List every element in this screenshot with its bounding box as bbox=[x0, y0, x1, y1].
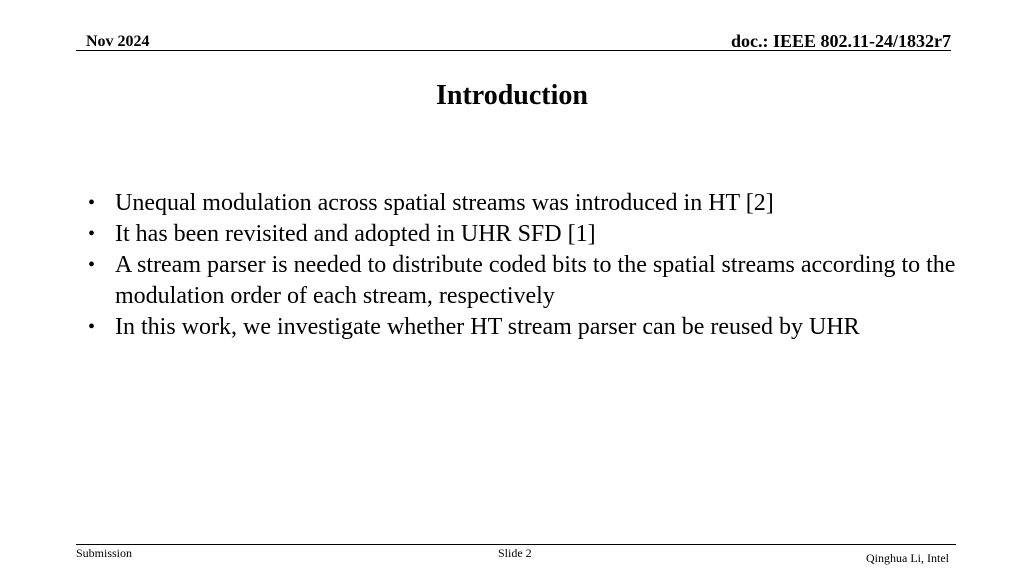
bullet-text: Unequal modulation across spatial streams was introduced in HT [2] bbox=[115, 190, 774, 216]
bullet-icon: • bbox=[88, 254, 96, 276]
bullet-text: It has been revisited and adopted in UHR SFD [1] bbox=[115, 221, 596, 247]
footer-divider bbox=[76, 544, 956, 545]
bullet-text: In this work, we investigate whether HT stream parser can be reused by UHR bbox=[115, 314, 860, 340]
header-divider bbox=[76, 50, 951, 51]
footer-slide-number: Slide 2 bbox=[498, 546, 532, 560]
footer-author: Qinghua Li, Intel bbox=[866, 551, 949, 565]
bullet-item bbox=[88, 250, 968, 312]
footer-submission: Submission bbox=[76, 546, 133, 560]
bullet-item bbox=[88, 188, 968, 219]
bullet-icon: • bbox=[88, 192, 96, 214]
bullet-item bbox=[88, 219, 968, 250]
bullet-icon: • bbox=[88, 223, 96, 245]
slide-title: Introduction bbox=[436, 80, 588, 111]
bullet-list bbox=[88, 188, 968, 343]
header-date: Nov 2024 bbox=[86, 33, 150, 50]
bullet-item bbox=[88, 312, 968, 343]
header-doc-id: doc.: IEEE 802.11-24/1832r7 bbox=[730, 31, 951, 51]
bullet-text: A stream parser is needed to distribute coded bits to the spatial streams according to the modulation order of each stream, respectively bbox=[115, 252, 956, 309]
bullet-icon: • bbox=[88, 316, 96, 338]
